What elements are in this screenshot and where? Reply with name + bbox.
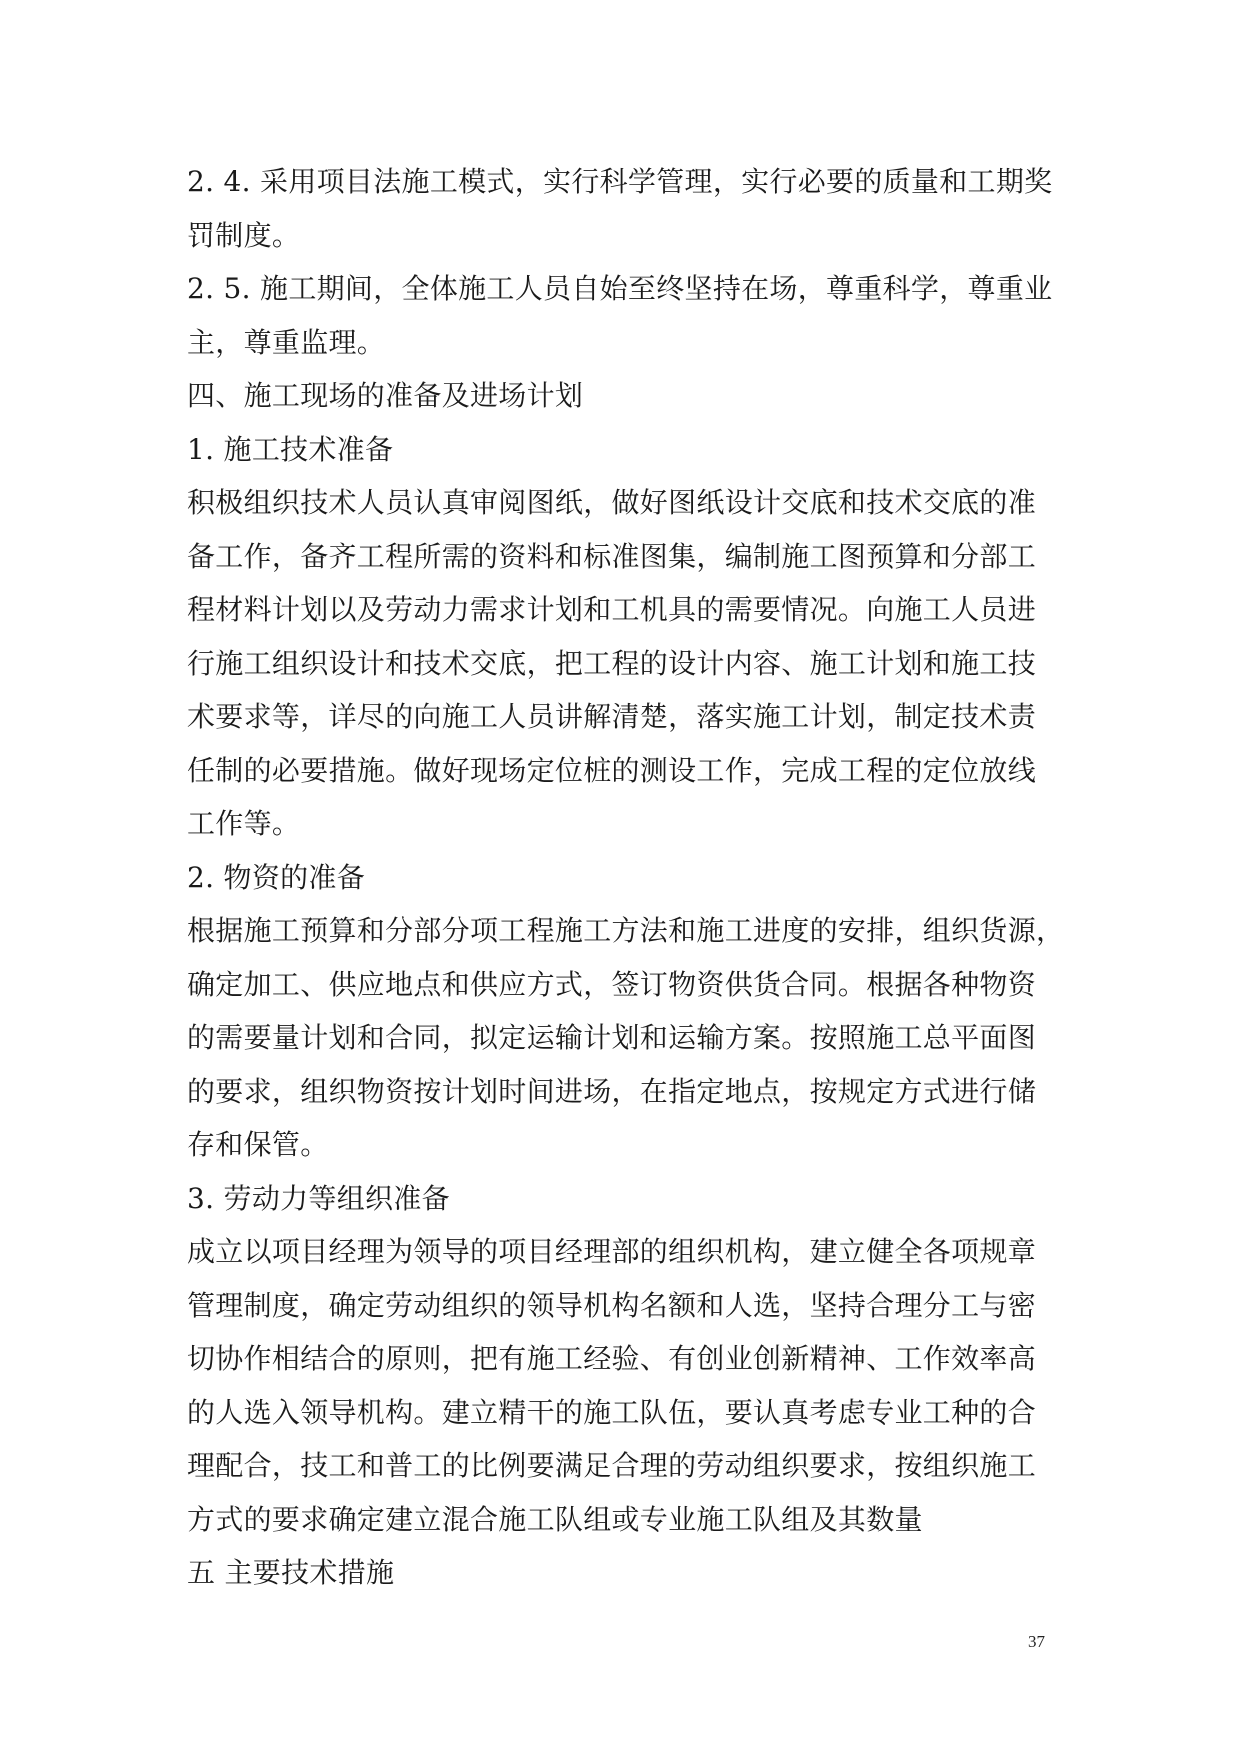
text-line: 方式的要求确定建立混合施工队组或专业施工队组及其数量 [187, 1502, 923, 1536]
text-line: 2. 5. 施工期间，全体施工人员自始至终坚持在场，尊重科学，尊重业 [187, 272, 1053, 305]
text-line: 管理制度，确定劳动组织的领导机构名额和人选，坚持合理分工与密 [187, 1288, 1037, 1322]
subsection-heading: 1. 施工技术准备 [187, 432, 394, 466]
text-line: 程材料计划以及劳动力需求计划和工机具的需要情况。向施工人员进 [187, 593, 1037, 626]
text-line: 根据施工预算和分部分项工程施工方法和施工进度的安排，组织货源， [187, 914, 1065, 947]
subsection-heading: 2. 物资的准备 [187, 860, 366, 894]
text-line: 的人选入领导机构。建立精干的施工队伍，要认真考虑专业工种的合 [187, 1395, 1037, 1429]
document-body [187, 155, 1065, 1600]
text-line: 行施工组织设计和技术交底，把工程的设计内容、施工计划和施工技 [187, 646, 1037, 680]
page-number: 37 [1028, 1632, 1045, 1651]
subsection-heading: 3. 劳动力等组织准备 [187, 1181, 450, 1215]
text-line: 任制的必要措施。做好现场定位桩的测设工作，完成工程的定位放线 [187, 753, 1037, 787]
text-line: 积极组织技术人员认真审阅图纸，做好图纸设计交底和技术交底的准 [187, 486, 1037, 519]
section-heading: 四、施工现场的准备及进场计划 [187, 379, 584, 412]
text-line: 术要求等，详尽的向施工人员讲解清楚，落实施工计划，制定技术责 [187, 700, 1037, 733]
text-line: 的需要量计划和合同，拟定运输计划和运输方案。按照施工总平面图 [187, 1021, 1037, 1054]
text-line: 备工作，备齐工程所需的资料和标准图集，编制施工图预算和分部工 [187, 539, 1037, 573]
text-line: 主，尊重监理。 [187, 325, 386, 359]
text-line: 成立以项目经理为领导的项目经理部的组织机构，建立健全各项规章 [187, 1235, 1037, 1268]
text-line: 理配合，技工和普工的比例要满足合理的劳动组织要求，按组织施工 [187, 1449, 1037, 1482]
text-line: 确定加工、供应地点和供应方式，签订物资供货合同。根据各种物资 [187, 967, 1037, 1001]
text-line: 切协作相结合的原则，把有施工经验、有创业创新精神、工作效率高 [187, 1342, 1037, 1375]
text-line: 罚制度。 [187, 218, 301, 252]
text-line: 2. 4. 采用项目法施工模式，实行科学管理，实行必要的质量和工期奖 [187, 165, 1053, 198]
section-heading: 五 主要技术措施 [187, 1556, 395, 1589]
text-line: 的要求，组织物资按计划时间进场，在指定地点，按规定方式进行储 [187, 1074, 1037, 1108]
text-line: 工作等。 [187, 807, 301, 840]
text-line: 存和保管。 [187, 1128, 329, 1161]
